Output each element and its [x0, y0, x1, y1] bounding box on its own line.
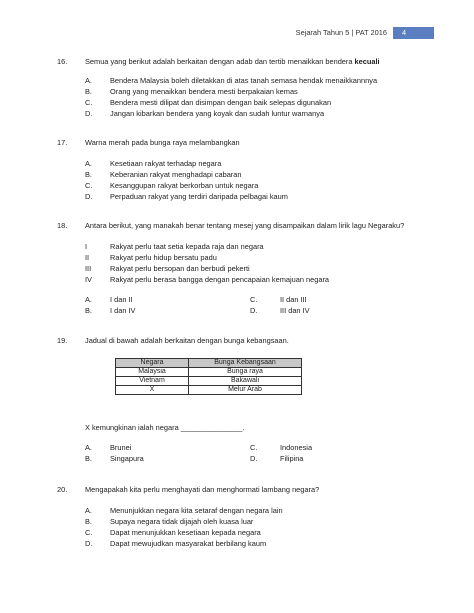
table-cell: Vietnam [116, 377, 189, 386]
table-header-row [116, 359, 302, 368]
table-row [116, 386, 302, 395]
question-text-emphasis: kecuali [354, 57, 380, 66]
option-letter: D. [85, 192, 93, 201]
option-letter: A. [85, 506, 92, 515]
question-prompt: X kemungkinan ialah negara _______________. [85, 423, 245, 432]
option-text: II dan III [280, 295, 307, 304]
table-cell: Melur Arab [189, 386, 302, 395]
question-number: 17. [57, 138, 68, 147]
option-letter: C. [85, 181, 93, 190]
option-letter: D. [250, 454, 258, 463]
option-letter: C. [250, 295, 258, 304]
statement-text: Rakyat perlu taat setia kepada raja dan negara [110, 242, 264, 251]
table-cell: Malaysia [116, 368, 189, 377]
table-header: Bunga Kebangsaan [189, 359, 302, 368]
option-letter: B. [85, 306, 92, 315]
option-text: Menunjukkan negara kita setaraf dengan negara lain [110, 506, 283, 515]
table-cell: Bunga raya [189, 368, 302, 377]
option-text: Keberanian rakyat menghadapi cabaran [110, 170, 242, 179]
option-text: Kesetiaan rakyat terhadap negara [110, 159, 222, 168]
option-text: Filipina [280, 454, 304, 463]
header-title: Sejarah Tahun 5 | PAT 2016 [295, 28, 387, 38]
option-text: Supaya negara tidak dijajah oleh kuasa luar [110, 517, 254, 526]
option-text: I dan IV [110, 306, 136, 315]
option-letter: C. [85, 98, 93, 107]
flower-table [115, 358, 302, 395]
statement-text: Rakyat perlu hidup bersatu padu [110, 253, 217, 262]
option-text: Brunei [110, 443, 132, 452]
option-text: Kesanggupan rakyat berkorban untuk negara [110, 181, 259, 190]
option-text: Bendera Malaysia boleh diletakkan di atas tanah semasa hendak menaikkannnya [110, 76, 378, 85]
option-letter: D. [85, 539, 93, 548]
option-letter: C. [250, 443, 258, 452]
statement-roman: III [85, 264, 92, 273]
table-cell: Bakawali [189, 377, 302, 386]
option-letter: B. [85, 454, 92, 463]
question-number: 16. [57, 57, 68, 66]
page-header [296, 27, 434, 39]
question-number: 20. [57, 485, 68, 494]
option-letter: D. [250, 306, 258, 315]
page-number: 4 [394, 27, 434, 39]
option-text: Singapura [110, 454, 144, 463]
option-letter: A. [85, 443, 92, 452]
statement-text: Rakyat perlu berasa bangga dengan pencapaian kemajuan negara [110, 275, 330, 284]
option-text: Indonesia [280, 443, 313, 452]
option-letter: B. [85, 87, 92, 96]
option-text: Bendera mesti dilipat dan disimpan dengan baik selepas digunakan [110, 98, 332, 107]
question-text: Mengapakah kita perlu menghayati dan menghormati lambang negara? [85, 485, 320, 494]
question-text-main: Semua yang berikut adalah berkaitan dengan adab dan tertib menaikkan bendera [85, 57, 355, 66]
option-letter: A. [85, 159, 92, 168]
option-text: Orang yang menaikkan bendera mesti berpakaian kemas [110, 87, 298, 96]
table-row [116, 377, 302, 386]
question-text: Jadual di bawah adalah berkaitan dengan bunga kebangsaan. [85, 336, 289, 345]
statement-roman: II [85, 253, 90, 262]
question-number: 18. [57, 221, 68, 230]
statement-roman: IV [85, 275, 92, 284]
statement-text: Rakyat perlu bersopan dan berbudi pekerti [110, 264, 250, 273]
option-letter: B. [85, 517, 92, 526]
option-text: I dan II [110, 295, 133, 304]
option-text: III dan IV [280, 306, 310, 315]
statement-roman: I [85, 242, 88, 251]
question-number: 19. [57, 336, 68, 345]
question-text [85, 58, 380, 65]
table-header: Negara [116, 359, 189, 368]
question-text: Antara berikut, yang manakah benar tentang mesej yang disampaikan dalam lirik lagu Negaraku? [85, 221, 405, 230]
question-text: Warna merah pada bunga raya melambangkan [85, 138, 240, 147]
option-letter: B. [85, 170, 92, 179]
table-row [116, 368, 302, 377]
option-text: Jangan kibarkan bendera yang koyak dan sudah luntur warnanya [110, 109, 325, 118]
option-letter: A. [85, 295, 92, 304]
option-letter: C. [85, 528, 93, 537]
option-letter: A. [85, 76, 92, 85]
option-text: Dapat menunjukkan kesetiaan kepada negara [110, 528, 261, 537]
option-letter: D. [85, 109, 93, 118]
option-text: Perpaduan rakyat yang terdiri daripada pelbagai kaum [110, 192, 288, 201]
option-text: Dapat mewujudkan masyarakat berbilang kaum [110, 539, 267, 548]
table-cell: X [116, 386, 189, 395]
